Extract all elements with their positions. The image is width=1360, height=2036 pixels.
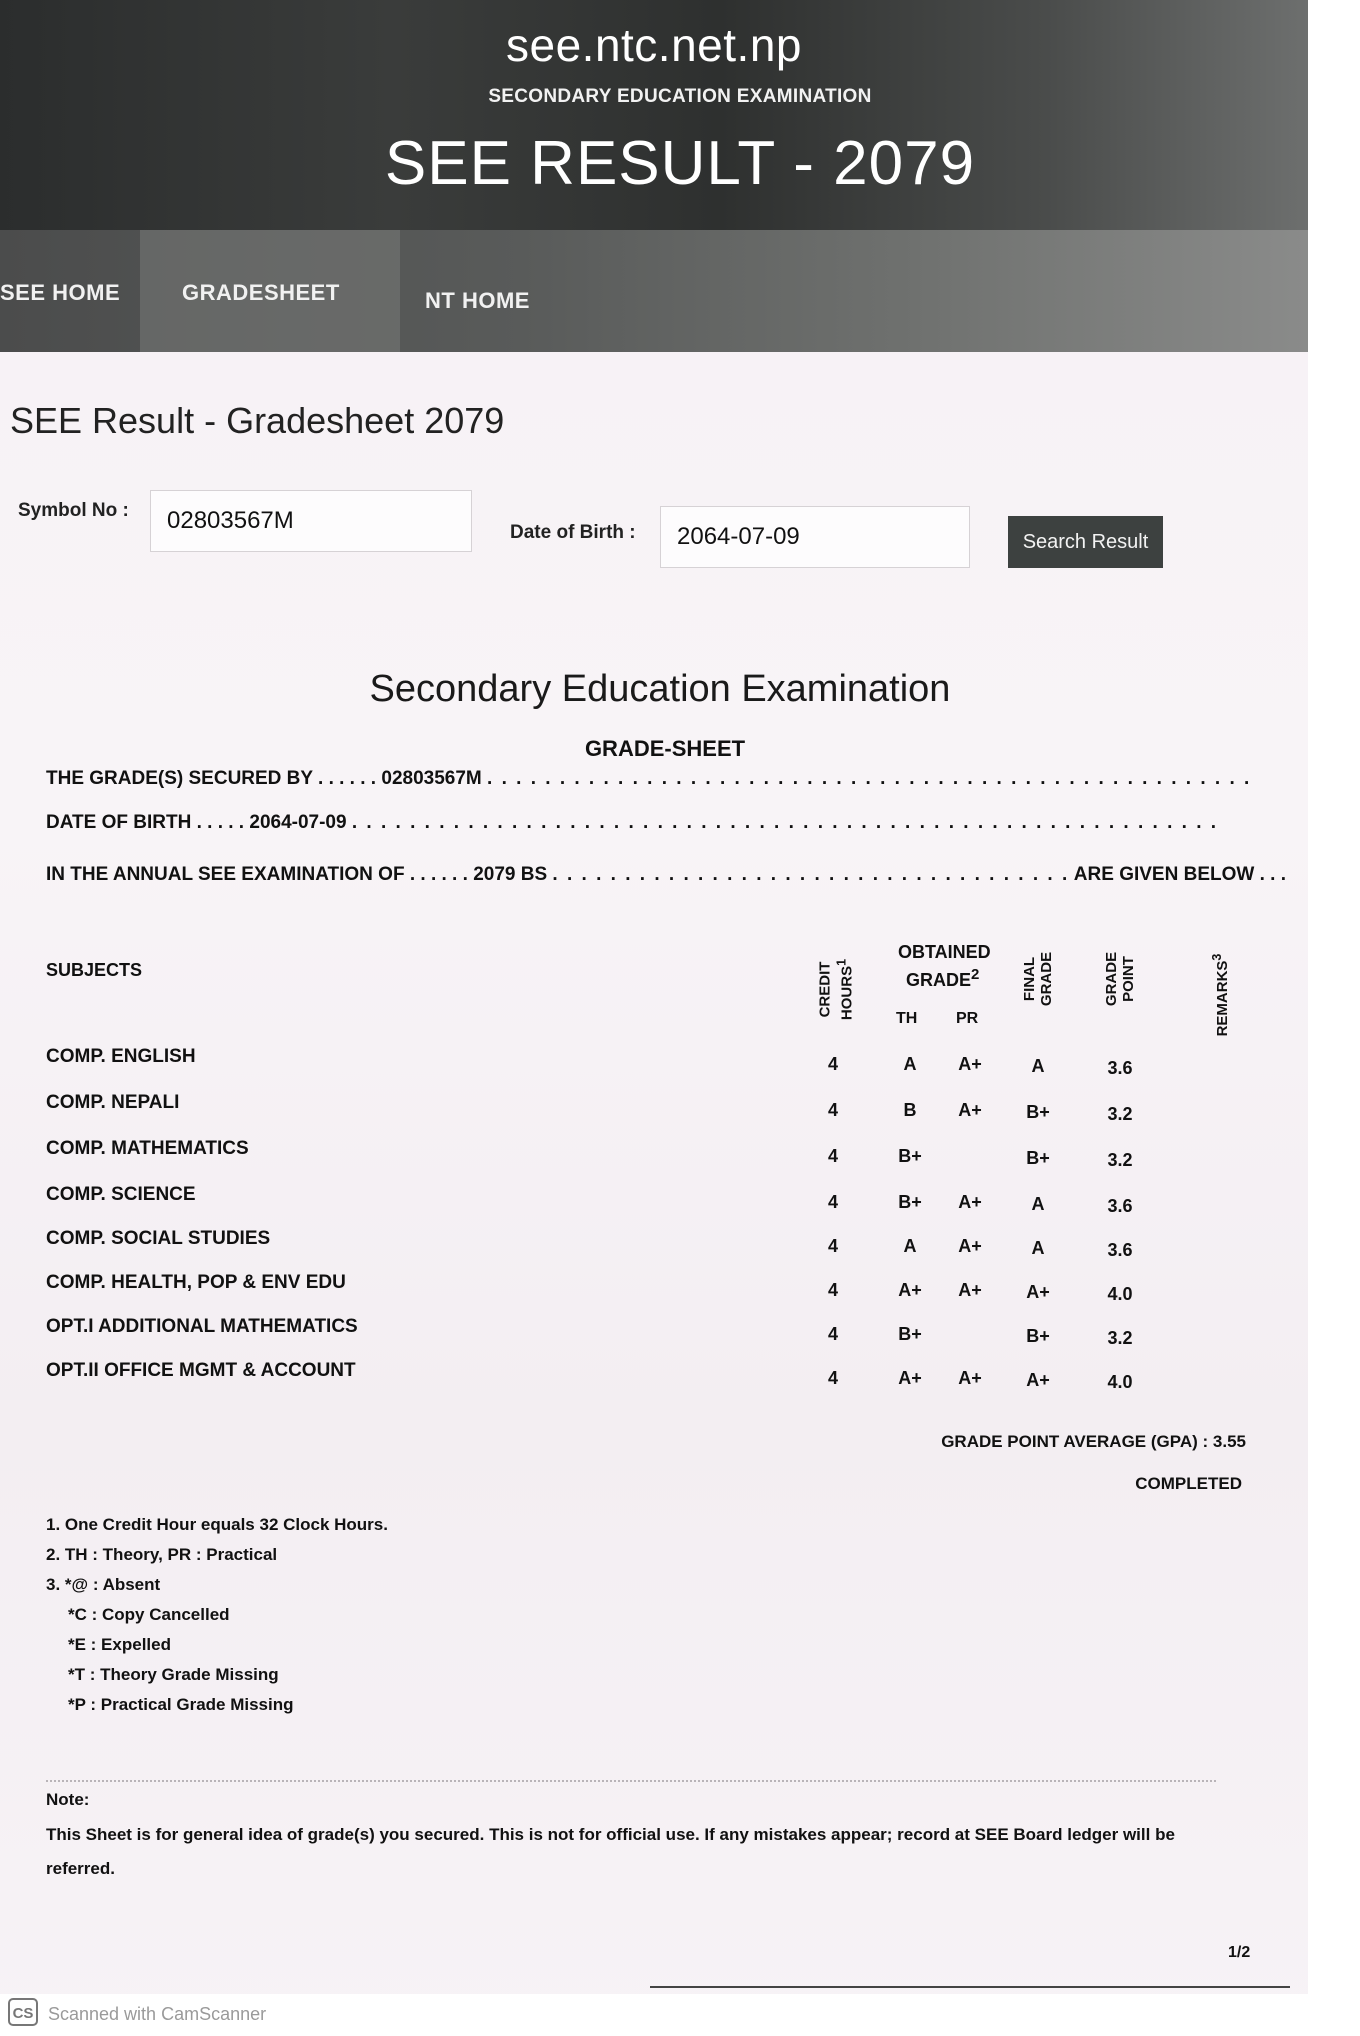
footnote-item: 1. One Credit Hour equals 32 Clock Hours. [46,1515,388,1534]
theory-grade: B [903,1100,917,1120]
subject-name: OPT.II OFFICE MGMT & ACCOUNT [46,1360,356,1381]
grade-point: 3.2 [1107,1104,1133,1124]
exam-suffix: ARE GIVEN BELOW . . . [1073,864,1286,885]
practical-grade: A+ [958,1280,982,1300]
subject-name: COMP. ENGLISH [46,1046,196,1067]
remarks-text: REMARKS [1214,960,1231,1037]
table-row [0,1360,1308,1400]
dob-value: 2064-07-09 [249,812,347,833]
table-row [0,1138,1308,1178]
grade-point: 4.0 [1107,1284,1133,1304]
dotted-leader: . . . . . . . . . . . . . . . . . . . . . . . . . . . . . . . . . . . . [552,864,1070,885]
search-result-button[interactable]: Search Result [1008,516,1163,568]
header-pr: PR [956,1010,979,1027]
header-th: TH [896,1010,918,1027]
final-grade-line1: FINAL [1021,956,1038,1002]
theory-grade: B+ [898,1324,922,1344]
credit-hours: 4 [827,1100,838,1120]
exam-prefix: IN THE ANNUAL SEE EXAMINATION OF . . . . . . [46,864,468,885]
grade-point: 4.0 [1107,1372,1133,1392]
header-credit-hours [817,950,856,1030]
credit-hours-line2 [834,950,856,1030]
final-grade: B+ [1026,1102,1050,1122]
camscanner-logo: CS [8,1998,38,2026]
dob-label: Date of Birth : [510,522,636,543]
camscanner-text: Scanned with CamScanner [48,2004,267,2024]
theory-grade: A [903,1236,917,1256]
grade-point-line1: GRADE [1103,951,1120,1007]
header-subtitle: SECONDARY EDUCATION EXAMINATION [488,86,872,107]
credit-hours: 4 [827,1324,838,1344]
symbol-label: Symbol No : [18,500,129,521]
final-grade: B+ [1026,1326,1050,1346]
footnote-code: *E : Expelled [68,1635,171,1654]
header-grade-point [1103,939,1137,1019]
symbol-input[interactable] [150,490,472,552]
subject-name: COMP. NEPALI [46,1092,180,1113]
footnotes [46,1510,388,1720]
page-bottom-rule [650,1986,1290,1988]
header-final-grade [1021,939,1055,1019]
final-grade: A+ [1026,1282,1050,1302]
exam-year: 2079 BS [473,864,548,885]
grade-point: 3.6 [1107,1196,1133,1216]
result-status: COMPLETED [1135,1474,1242,1493]
subject-name: COMP. SCIENCE [46,1184,196,1205]
practical-grade: A+ [958,1236,982,1256]
subject-name: COMP. MATHEMATICS [46,1138,249,1159]
practical-grade: A+ [958,1054,982,1074]
subject-name: OPT.I ADDITIONAL MATHEMATICS [46,1316,358,1337]
subject-name: COMP. SOCIAL STUDIES [46,1228,271,1249]
final-grade-line2: GRADE [1038,951,1055,1007]
table-row [0,1046,1308,1086]
header-obtained-grade [906,966,979,991]
sheet-title: Secondary Education Examination [369,668,951,710]
nav-gradesheet[interactable]: GRADESHEET [182,280,340,305]
dob-input[interactable] [660,506,970,568]
subject-name: COMP. HEALTH, POP & ENV EDU [46,1272,346,1293]
credit-hours: 4 [827,1368,838,1388]
table-row [0,1092,1308,1132]
secured-by-line [46,768,1252,790]
note-label: Note: [46,1790,90,1809]
credit-hours: 4 [827,1236,838,1256]
credit-hours-sup: 1 [834,958,849,966]
site-header [0,0,1308,268]
final-grade: A [1031,1194,1045,1214]
dotted-divider [46,1780,1216,1782]
grade-point: 3.2 [1107,1150,1133,1170]
gpa-summary [941,1432,1246,1452]
header-subjects: SUBJECTS [46,960,143,980]
obtained-grade-text: GRADE [906,970,972,990]
site-url: see.ntc.net.np [506,19,802,71]
final-grade: B+ [1026,1148,1050,1168]
table-row [0,1272,1308,1312]
theory-grade: A+ [898,1280,922,1300]
credit-hours: 4 [827,1054,838,1074]
secured-by-prefix: THE GRADE(S) SECURED BY . . . . . . [46,768,377,789]
remarks-sup: 3 [1210,953,1224,961]
credit-hours-text: HOURS [838,965,856,1021]
header-remarks [1209,945,1231,1045]
credit-hours: 4 [827,1192,838,1212]
obtained-grade-sup: 2 [971,966,980,983]
grade-point: 3.2 [1107,1328,1133,1348]
dotted-leader: . . . . . . . . . . . . . . . . . . . . . . . . . . . . . . . . . . . . . . . . . . . . . . . . . . . . . . . . . . . . [351,812,1219,833]
credit-hours: 4 [827,1280,838,1300]
sheet-subtitle: GRADE-SHEET [584,736,746,761]
header-title: SEE RESULT - 2079 [384,129,976,198]
footnote-item: 3. *@ : Absent [46,1575,161,1594]
footnote-code: *C : Copy Cancelled [68,1605,230,1624]
theory-grade: A+ [898,1368,922,1388]
exam-line [46,864,1286,886]
grade-point: 3.6 [1107,1240,1133,1260]
credit-hours-line1: CREDIT [816,961,834,1018]
dob-prefix: DATE OF BIRTH . . . . . [46,812,245,833]
practical-grade: A+ [958,1192,982,1212]
theory-grade: B+ [898,1146,922,1166]
practical-grade: A+ [958,1100,982,1120]
gpa-label: GRADE POINT AVERAGE (GPA) : [941,1432,1209,1451]
nav-nt-home[interactable]: NT HOME [425,288,530,313]
dob-line [46,812,1219,834]
header-obtained: OBTAINED [898,942,991,962]
final-grade: A+ [1026,1370,1050,1390]
secured-by-symbol: 02803567M [381,768,482,789]
table-row [0,1184,1308,1224]
footnote-item: 2. TH : Theory, PR : Practical [46,1545,278,1564]
note-text: This Sheet is for general idea of grade(s) you secured. This is not for official use. If any mistakes appear; record at SEE Board ledger will be referred. [46,1825,1175,1878]
grade-point-line2: POINT [1120,956,1137,1002]
footnote-code: *P : Practical Grade Missing [68,1695,294,1714]
theory-grade: A [903,1054,917,1074]
main-nav [0,230,1308,352]
page-title: SEE Result - Gradesheet 2079 [10,400,505,441]
final-grade: A [1031,1238,1045,1258]
dotted-leader: . . . . . . . . . . . . . . . . . . . . . . . . . . . . . . . . . . . . . . . . . . . . . . . . . . . . . [487,768,1252,789]
footnote-code: *T : Theory Grade Missing [68,1665,279,1684]
table-row [0,1228,1308,1268]
grade-point: 3.6 [1107,1058,1133,1078]
gpa-value: 3.55 [1212,1432,1246,1451]
table-row [0,1316,1308,1356]
credit-hours: 4 [827,1146,838,1166]
final-grade: A [1031,1056,1045,1076]
nav-see-home[interactable]: SEE HOME [0,280,121,305]
practical-grade: A+ [958,1368,982,1388]
page-number: 1/2 [1228,1944,1251,1961]
theory-grade: B+ [898,1192,922,1212]
scanner-footer [0,1994,1308,2036]
